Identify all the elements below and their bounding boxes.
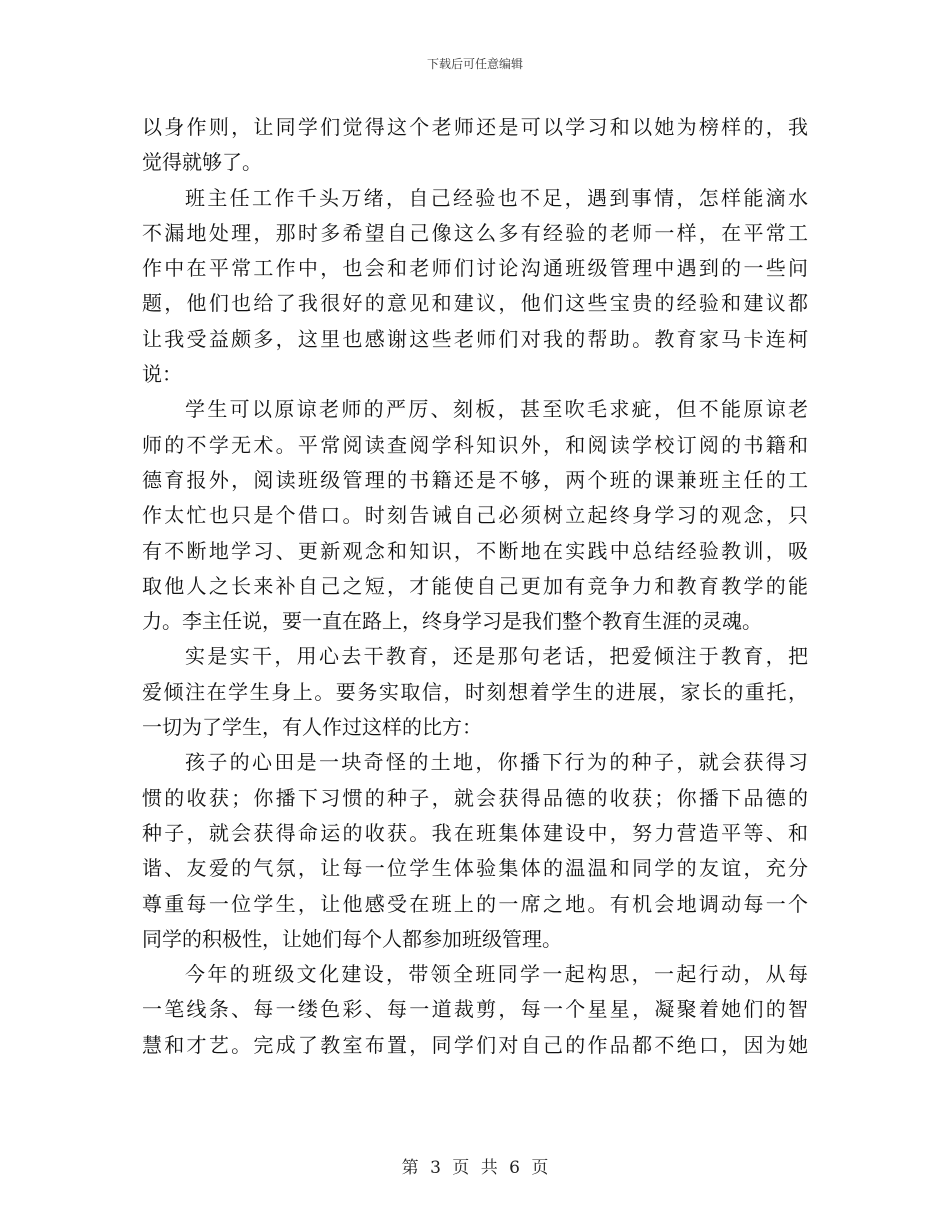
text-line: 师的不学无术。平常阅读查阅学科知识外，和阅读学校订阅的书籍和 — [142, 432, 808, 457]
text-line: 让我受益颇多，这里也感谢这些老师们对我的帮助。教育家马卡连柯 — [142, 326, 808, 351]
text-line: 同学的积极性，让她们每个人都参加班级管理。 — [142, 926, 562, 951]
text-line: 一切为了学生，有人作过这样的比方： — [142, 715, 482, 740]
text-line: 慧和才艺。完成了教室布置，同学们对自己的作品都不绝口，因为她 — [142, 1032, 808, 1057]
text-line: 谐、友爱的气氛，让每一位学生体验集体的温温和同学的友谊，充分 — [142, 856, 808, 881]
document-body — [142, 110, 808, 1063]
text-line: 尊重每一位学生，让他感受在班上的一席之地。有机会地调动每一个 — [142, 891, 808, 916]
text-line: 觉得就够了。 — [142, 150, 262, 175]
text-line: 作中在平常工作中，也会和老师们讨论沟通班级管理中遇到的一些问 — [142, 256, 808, 281]
text-line: 不漏地处理，那时多希望自己像这么多有经验的老师一样，在平常工 — [142, 220, 808, 245]
text-line: 取他人之长来补自己之短，才能使自己更加有竞争力和教育教学的能 — [142, 573, 808, 598]
text-line: 班主任工作千头万绪，自己经验也不足，遇到事情，怎样能滴水 — [185, 185, 808, 210]
text-line: 以身作则，让同学们觉得这个老师还是可以学习和以她为榜样的，我 — [142, 115, 808, 139]
text-line: 爱倾注在学生身上。要务实取信，时刻想着学生的进展，家长的重托， — [142, 679, 808, 704]
text-line: 德育报外，阅读班级管理的书籍还是不够，两个班的课兼班主任的工 — [142, 467, 808, 492]
text-line: 实是实干，用心去干教育，还是那句老话，把爱倾注于教育，把 — [185, 644, 808, 669]
text-line: 题，他们也给了我很好的意见和建议，他们这些宝贵的经验和建议都 — [142, 291, 808, 316]
page-header: 下载后可任意编辑 — [426, 57, 523, 71]
page-number: 第 3 页 共 6 页 — [401, 1158, 549, 1178]
text-line: 有不断地学习、更新观念和知识，不断地在实践中总结经验教训，吸 — [142, 538, 808, 563]
text-line: 今年的班级文化建设，带领全班同学一起构思，一起行动，从每 — [185, 962, 808, 987]
text-line: 作太忙也只是个借口。时刻告诫自己必须树立起终身学习的观念，只 — [142, 503, 808, 528]
text-line: 惯的收获；你播下习惯的种子，就会获得品德的收获；你播下品德的 — [142, 785, 808, 810]
text-line: 种子，就会获得命运的收获。我在班集体建设中，努力营造平等、和 — [142, 820, 808, 845]
text-line: 说： — [142, 362, 182, 387]
text-line: 力。李主任说，要一直在路上，终身学习是我们整个教育生涯的灵魂。 — [142, 609, 762, 634]
text-line: 孩子的心田是一块奇怪的土地，你播下行为的种子，就会获得习 — [185, 750, 808, 775]
text-line: 学生可以原谅老师的严厉、刻板，甚至吹毛求疵，但不能原谅老 — [185, 397, 808, 422]
text-line: 一笔线条、每一缕色彩、每一道裁剪，每一个星星，凝聚着她们的智 — [142, 997, 808, 1022]
